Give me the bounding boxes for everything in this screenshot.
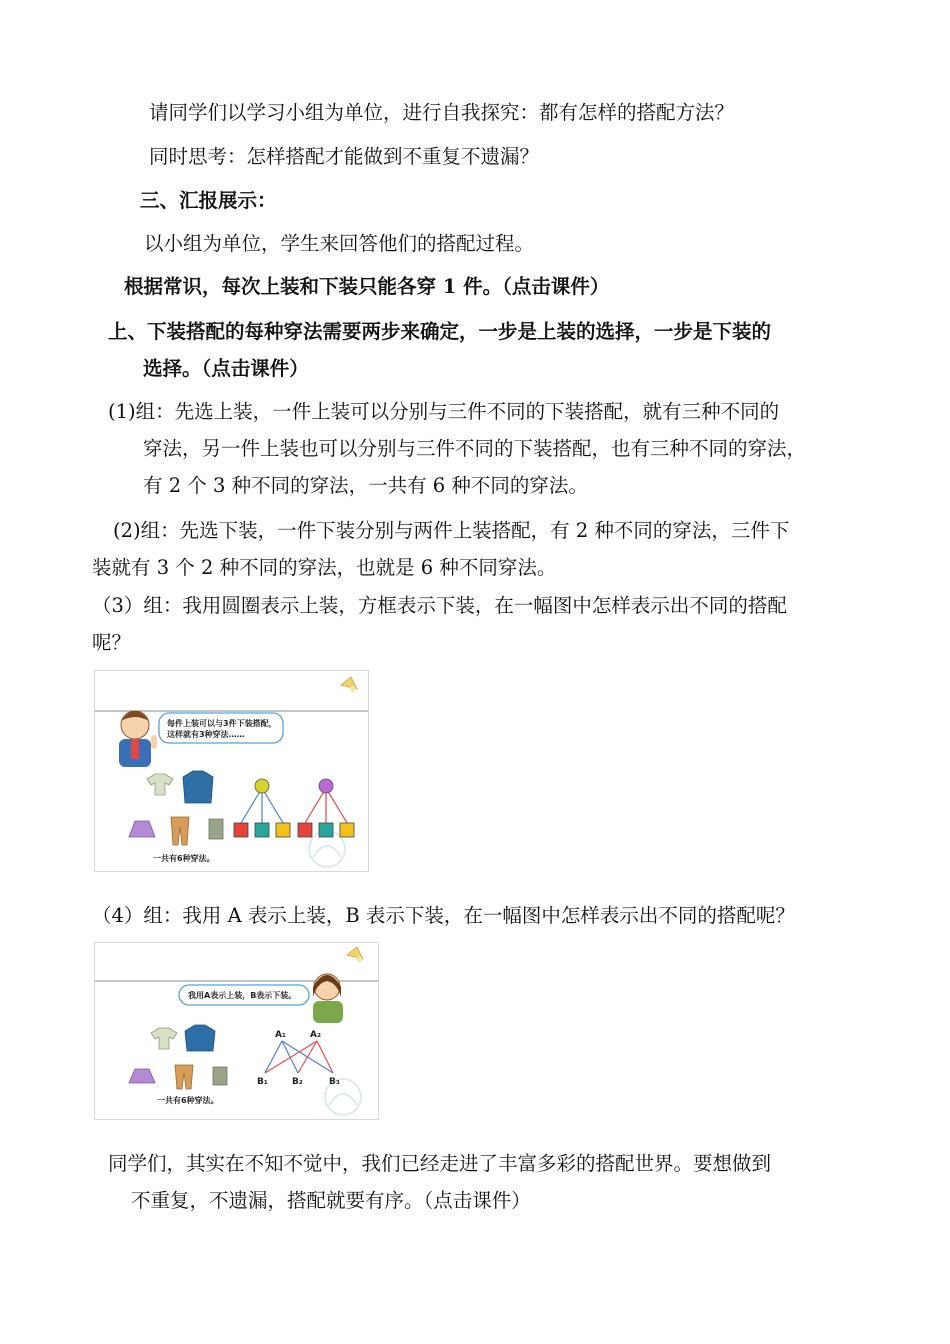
group4-line1: （4）组：我用 A 表示上装，B 表示下装，在一幅图中怎样表示出不同的搭配呢？ [92,904,795,927]
top-node-1 [255,779,269,793]
tree-lines [241,788,347,823]
figure-ab-diagram [94,942,379,1120]
jacket-icon [185,1025,215,1051]
paragraph-groups: 以小组为单位，学生来回答他们的搭配过程。 [144,232,535,255]
figure2-bubble-text: 我用A表示上装，B表示下装。 [188,991,297,1000]
group3-line2: 呢？ [92,631,132,654]
bottom-box [319,823,333,837]
section-heading-report: 三、汇报展示： [140,189,277,212]
bottom-box [340,823,354,837]
label-a2: A₂ [310,1030,321,1040]
figure1-caption: 一共有6种穿法。 [153,854,215,863]
group1-line3: 有 2 个 3 种不同的穿法，一共有 6 种不同的穿法。 [143,474,588,497]
group2-line1: (2)组：先选下装，一件下装分别与两件上装搭配，有 2 种不同的穿法，三件下 [113,519,790,542]
label-b3: B₃ [329,1077,340,1087]
group2-line2: 装就有 3 个 2 种不同的穿法，也就是 6 种不同穿法。 [92,556,557,579]
bottom-box [255,823,269,837]
figure-tree-diagram [94,670,369,872]
pants-icon [171,817,189,845]
bubble-text-line1: 每件上装可以与3件下装搭配， [167,719,277,728]
decor-bell-icon [347,947,363,962]
top-node-2 [319,779,333,793]
watermark-logo [325,1079,361,1115]
shorts-icon [209,819,223,839]
figure2-caption: 一共有6种穿法。 [157,1096,219,1105]
girl-avatar [313,974,343,1023]
closing-line2: 不重复，不遗漏，搭配就要有序。（点击课件） [131,1189,531,1212]
paragraph-two-steps-line2: 选择。（点击课件） [143,357,309,380]
group1-line2: 穿法，另一件上装也可以分别与三件不同的下装搭配，也有三种不同的穿法， [143,437,807,460]
paragraph-explore: 请同学们以学习小组为单位，进行自我探究：都有怎样的搭配方法？ [149,101,735,124]
paragraph-common-sense: 根据常识，每次上装和下装只能各穿 1 件。（点击课件） [124,275,610,298]
bottom-box [276,823,290,837]
closing-line1: 同学们，其实在不知不觉中，我们已经走进了丰富多彩的搭配世界。要想做到 [108,1152,772,1175]
group1-line1: (1)组：先选上装，一件上装可以分别与三件不同的下装搭配，就有三种不同的 [108,400,780,423]
paragraph-two-steps-line1: 上、下装搭配的每种穿法需要两步来确定，一步是上装的选择，一步是下装的 [108,320,772,343]
shorts-icon [213,1067,227,1085]
tshirt-icon [147,774,173,795]
bottom-box [234,823,248,837]
label-b2: B₂ [292,1077,303,1087]
paragraph-think: 同时思考：怎样搭配才能做到不重复不遗漏？ [149,145,540,168]
decor-bell-icon [341,677,357,692]
tshirt-icon [151,1028,177,1049]
skirt-icon [129,821,155,837]
group3-line1: （3）组：我用圆圈表示上装，方框表示下装，在一幅图中怎样表示出不同的搭配 [92,594,787,617]
jacket-icon [183,771,213,803]
connection-lines [265,1041,333,1073]
label-a1: A₁ [275,1030,286,1040]
skirt-icon [129,1069,155,1083]
bubble-text-line2: 这样就有3种穿法…… [167,730,245,739]
boy-avatar [119,711,157,767]
label-b1: B₁ [257,1077,268,1087]
pants-icon [175,1065,193,1089]
bottom-box [298,823,312,837]
